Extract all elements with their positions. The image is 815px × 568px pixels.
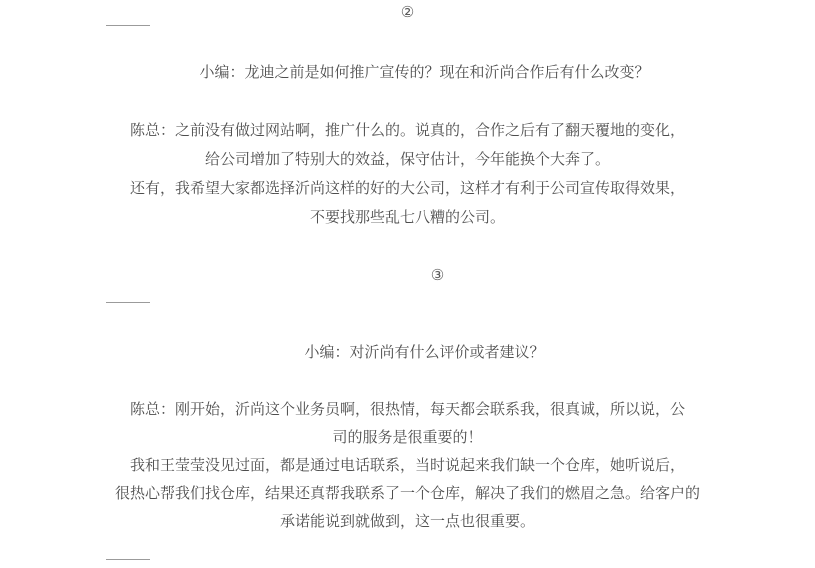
article-section-3 — [0, 266, 815, 560]
article-section-2 — [0, 3, 815, 232]
answer-line: 不要找那些乱七八糟的公司。 — [309, 209, 505, 226]
interviewer-question: 小编：对沂尚有什么评价或者建议？ — [304, 344, 545, 361]
section-divider — [106, 25, 150, 26]
interviewee-answer — [0, 396, 815, 536]
interviewee-answer — [0, 116, 815, 232]
section-number-2: ② — [400, 4, 415, 21]
answer-line: 给公司增加了特别大的效益，保守估计，今年能换个大奔了。 — [204, 151, 610, 168]
answer-line: 承诺能说到就做到，这一点也很重要。 — [279, 513, 535, 530]
section-divider — [106, 559, 150, 560]
answer-line: 司的服务是很重要的！ — [332, 429, 483, 446]
section-number-3: ③ — [430, 267, 445, 284]
interviewer-question: 小编：龙迪之前是如何推广宣传的？现在和沂尚合作后有什么改变？ — [199, 64, 650, 81]
answer-line: 很热心帮我们找仓库，结果还真帮我联系了一个仓库，解决了我们的燃眉之急。给客户的 — [114, 485, 700, 502]
answer-line: 陈总：之前没有做过网站啊，推广什么的。说真的，合作之后有了翻天覆地的变化， — [129, 122, 685, 139]
answer-line: 陈总：刚开始，沂尚这个业务员啊，很热情，每天都会联系我，很真诚，所以说，公 — [129, 401, 685, 418]
section-divider — [106, 302, 150, 303]
answer-line: 我和王莹莹没见过面，都是通过电话联系，当时说起来我们缺一个仓库，她听说后， — [129, 457, 685, 474]
answer-line: 还有，我希望大家都选择沂尚这样的好的大公司，这样才有利于公司宣传取得效果， — [129, 180, 685, 197]
